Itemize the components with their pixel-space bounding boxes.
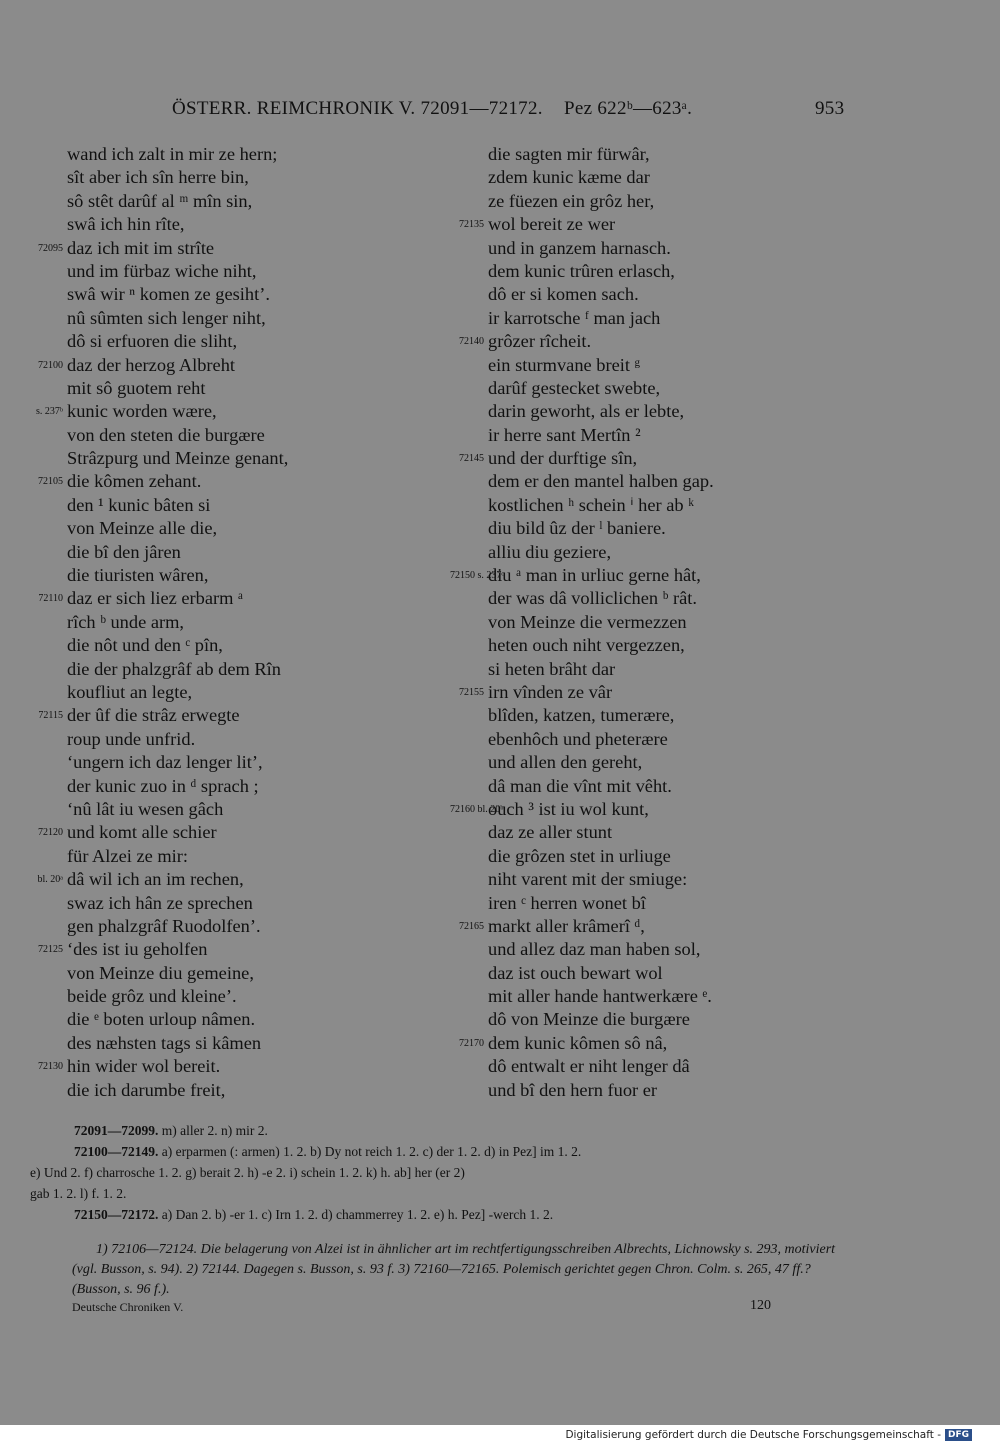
verse-line <box>488 307 714 330</box>
pez-reference: Pez 622ᵇ—623ᵃ. <box>564 98 693 119</box>
verse-line <box>67 283 288 306</box>
verse-line <box>67 634 288 657</box>
line-number: 72170 <box>459 1037 484 1049</box>
verse-line <box>67 166 288 189</box>
line-number: 72110 <box>38 593 63 605</box>
verse-text: zdem kunic kæme dar <box>488 167 650 188</box>
verse-line <box>67 424 288 447</box>
verse-text: ir karrotsche ᶠ man jach <box>488 307 661 328</box>
verse-line <box>488 985 714 1008</box>
verse-text: gen phalzgrâf Ruodolfen’. <box>67 915 261 936</box>
verse-line <box>67 377 288 400</box>
verse-line <box>67 517 288 540</box>
verse-line <box>36 400 288 423</box>
verse-line <box>488 470 714 493</box>
verse-line <box>488 283 714 306</box>
verse-text: ze füezen ein grôz her, <box>488 190 655 211</box>
verse-line <box>67 892 288 915</box>
line-number: 72135 <box>459 219 484 231</box>
verse-text: und bî den hern fuor er <box>488 1079 658 1100</box>
verse-line <box>38 821 288 844</box>
verse-line <box>67 775 288 798</box>
verse-text: dô von Meinze die burgære <box>488 1009 690 1030</box>
verse-text: und komt alle schier <box>67 822 217 843</box>
verse-text: von den steten die burgære <box>67 424 265 445</box>
variant-text: e) Und 2. f) charrosche 1. 2. g) berait 2. h) -e 2. i) schein 1. 2. k) h. ab] her (er 2) <box>30 1165 465 1180</box>
variant-text: gab 1. 2. l) f. 1. 2. <box>30 1186 127 1201</box>
verse-text: daz ist ouch bewart wol <box>488 962 663 983</box>
verse-line <box>488 728 714 751</box>
verse-line <box>67 751 288 774</box>
verse-line <box>488 892 714 915</box>
series-title: Deutsche Chroniken V. <box>72 1300 184 1314</box>
verse-line <box>488 821 714 844</box>
verse-text: ‘nû lât iu wesen gâch <box>67 798 224 819</box>
verse-line <box>488 962 714 985</box>
dfg-logo: DFG <box>945 1429 972 1441</box>
verse-text: dem kunic trûren erlasch, <box>488 260 675 281</box>
verse-text: irn vînden ze vâr <box>488 681 613 702</box>
variant-readings <box>30 1120 850 1225</box>
verse-line <box>67 307 288 330</box>
verse-text: markt aller krâmerî ᵈ, <box>488 915 645 936</box>
verse-text: der kunic zuo in ᵈ sprach ; <box>67 775 259 796</box>
verse-line <box>488 260 714 283</box>
variant-ref: 72150—72172. <box>74 1207 159 1222</box>
funding-credit <box>565 1429 972 1441</box>
verse-text: darûf gestecket swebte, <box>488 377 661 398</box>
verse-text: ouch ³ ist iu wol kunt, <box>488 798 649 819</box>
line-number: s. 237ᵇ <box>36 406 63 418</box>
verse-line <box>67 447 288 470</box>
verse-line <box>488 1079 714 1102</box>
verse-line <box>450 798 714 821</box>
line-number: 72125 <box>38 944 63 956</box>
signature-mark: 120 <box>750 1298 771 1313</box>
verse-line <box>67 845 288 868</box>
page-number: 953 <box>815 98 845 119</box>
verse-text: hin wider wol bereit. <box>67 1056 221 1077</box>
verse-line <box>459 330 714 353</box>
verse-text: dô entwalt er niht lenger dâ <box>488 1056 690 1077</box>
verse-text: blîden, katzen, tumerære, <box>488 705 675 726</box>
verse-line <box>488 611 714 634</box>
verse-text: Strâzpurg und Meinze genant, <box>67 448 289 469</box>
verse-line <box>488 143 714 166</box>
verse-text: mit sô guotem reht <box>67 377 206 398</box>
variant-text: a) Dan 2. b) -er 1. c) Irn 1. 2. d) chammerrey 1. 2. e) h. Pez] -werch 1. 2. <box>161 1207 554 1222</box>
verse-line <box>67 1008 288 1031</box>
verse-line <box>67 611 288 634</box>
verse-text: ein sturmvane breit ᵍ <box>488 354 641 375</box>
verse-line <box>38 587 288 610</box>
verse-line <box>67 658 288 681</box>
verse-column-right <box>450 143 714 1102</box>
verse-line <box>67 798 288 821</box>
verse-line <box>67 1079 288 1102</box>
verse-line <box>488 704 714 727</box>
verse-line <box>67 494 288 517</box>
verse-line <box>38 237 288 260</box>
verse-line <box>38 1055 288 1078</box>
verse-text: ir herre sant Mertîn ² <box>488 424 641 445</box>
verse-line <box>67 330 288 353</box>
verse-line <box>38 704 288 727</box>
verse-line <box>488 587 714 610</box>
verse-text: die sagten mir fürwâr, <box>488 144 650 164</box>
verse-text: sô stêt darûf al ᵐ mîn sin, <box>67 190 253 211</box>
verse-line <box>38 470 288 493</box>
line-number: 72105 <box>38 476 63 488</box>
verse-line <box>67 190 288 213</box>
verse-text: und allez daz man haben sol, <box>488 939 701 960</box>
verse-text: swâ ich hin rîte, <box>67 214 185 235</box>
verse-line <box>37 868 288 891</box>
verse-text: ebenhôch und pheterære <box>488 728 668 749</box>
verse-text: dô si erfuoren die sliht, <box>67 331 238 352</box>
verse-text: kunic worden wære, <box>67 401 217 422</box>
verse-line <box>488 541 714 564</box>
verse-text: dem kunic kômen sô nâ, <box>488 1032 668 1053</box>
footnote-text: 1) 72106—72124. Die belagerung von Alzei ist in ähnlicher art im rechtfertigungsschreiben Albrechts, Lichnowsky s. 293, motiviert (vgl. Busson, s. 94). 2) 72144. Dagegen s. Busson, s. 93 f. 3) 72160—72165. Polemisch gerichtet gegen Chron. Colm. s. 265, 47 ff.? (Busson, s. 96 f.). <box>72 1242 836 1297</box>
verse-line <box>488 190 714 213</box>
line-number: 72120 <box>38 827 63 839</box>
verse-text: und der durftige sîn, <box>488 448 638 469</box>
verse-line <box>488 868 714 891</box>
verse-text: ‘des ist iu geholfen <box>67 939 208 960</box>
verse-line <box>488 1055 714 1078</box>
verse-line <box>488 166 714 189</box>
verse-line <box>488 845 714 868</box>
verse-text: der was dâ volliclichen ᵇ rât. <box>488 588 697 609</box>
verse-line <box>488 494 714 517</box>
verse-text: die grôzen stet in urliuge <box>488 845 671 866</box>
verse-line <box>488 1008 714 1031</box>
verse-text: swâ wir ⁿ komen ze gesiht’. <box>67 284 270 305</box>
verse-line <box>488 938 714 961</box>
line-number: 72100 <box>38 359 63 371</box>
verse-text: daz ze aller stunt <box>488 822 613 843</box>
verse-text: von Meinze alle die, <box>67 518 218 539</box>
line-number: 72130 <box>38 1061 63 1073</box>
verse-text: grôzer rîcheit. <box>488 331 592 352</box>
verse-text: wand ich zalt in mir ze hern; <box>67 144 278 164</box>
verse-line <box>38 354 288 377</box>
verse-text: dâ wil ich an im rechen, <box>67 869 244 890</box>
line-number: 72165 <box>459 920 484 932</box>
verse-text: daz er sich liez erbarm ᵃ <box>67 588 244 609</box>
variant-text: a) erparmen (: armen) 1. 2. b) Dy not reich 1. 2. c) der 1. 2. d) in Pez] im 1. 2. <box>161 1144 582 1159</box>
verse-line <box>488 377 714 400</box>
verse-text: die tiuristen wâren, <box>67 565 209 586</box>
verse-text: ‘ungern ich daz lenger lit’, <box>67 752 263 773</box>
running-title: ÖSTERR. REIMCHRONIK V. 72091—72172. <box>172 98 543 119</box>
verse-line <box>67 564 288 587</box>
verse-line <box>488 751 714 774</box>
verse-text: des næhsten tags si kâmen <box>67 1032 262 1053</box>
verse-text: alliu diu geziere, <box>488 541 612 562</box>
verse-line <box>450 564 714 587</box>
verse-text: daz ich mit im strîte <box>67 237 215 258</box>
verse-line <box>459 915 714 938</box>
verse-line <box>38 938 288 961</box>
verse-text: mit aller hande hantwerkære ᵉ. <box>488 986 712 1007</box>
verse-text: swaz ich hân ze sprechen <box>67 892 253 913</box>
verse-text: von Meinze diu gemeine, <box>67 962 254 983</box>
verse-text: die der phalzgrâf ab dem Rîn <box>67 658 281 679</box>
verse-text: si heten brâht dar <box>488 658 616 679</box>
verse-text: und in ganzem harnasch. <box>488 237 671 258</box>
verse-text: rîch ᵇ unde arm, <box>67 611 185 632</box>
verse-line <box>459 681 714 704</box>
verse-text: dô er si komen sach. <box>488 284 639 305</box>
verse-line <box>67 962 288 985</box>
verse-text: niht varent mit der smiuge: <box>488 869 688 890</box>
verse-text: die ich darumbe freit, <box>67 1079 226 1100</box>
variant-ref: 72100—72149. <box>74 1144 159 1159</box>
verse-text: dem er den mantel halben gap. <box>488 471 714 492</box>
verse-text: daz der herzog Albreht <box>67 354 235 375</box>
credit-text: Digitalisierung gefördert durch die Deutsche Forschungsgemeinschaft - <box>565 1429 941 1441</box>
verse-text: heten ouch niht vergezzen, <box>488 635 685 656</box>
verse-text: koufliut an legte, <box>67 681 193 702</box>
verse-line <box>488 517 714 540</box>
verse-text: und im fürbaz wiche niht, <box>67 260 257 281</box>
verse-line <box>488 237 714 260</box>
verse-line <box>488 400 714 423</box>
verse-text: wol bereit ze wer <box>488 214 616 235</box>
line-number: 72160 bl. 20ᵇ <box>450 803 504 815</box>
line-number: 72140 <box>459 336 484 348</box>
line-number: bl. 20ᵃ <box>37 874 63 886</box>
line-number: 72150 s. 237ᶜ <box>450 570 504 582</box>
verse-line <box>459 447 714 470</box>
verse-line <box>488 658 714 681</box>
verse-text: den ¹ kunic bâten si <box>67 494 211 515</box>
verse-text: von Meinze die vermezzen <box>488 611 687 632</box>
verse-text: die kômen zehant. <box>67 471 202 492</box>
footnotes <box>72 1240 852 1300</box>
verse-line <box>67 1032 288 1055</box>
variant-ref: 72091—72099. <box>74 1123 159 1138</box>
verse-line <box>459 1032 714 1055</box>
verse-line <box>488 634 714 657</box>
verse-line <box>67 728 288 751</box>
verse-text: die bî den jâren <box>67 541 181 562</box>
line-number: 72115 <box>38 710 63 722</box>
line-number: 72145 <box>459 453 484 465</box>
verse-column-left <box>36 143 289 1102</box>
variant-text: m) aller 2. n) mir 2. <box>161 1123 268 1138</box>
verse-text: die nôt und den ᶜ pîn, <box>67 635 223 656</box>
verse-line <box>67 681 288 704</box>
verse-line <box>67 143 288 166</box>
verse-text: nû sûmten sich lenger niht, <box>67 307 266 328</box>
verse-text: kostlichen ʰ schein ⁱ her ab ᵏ <box>488 494 694 515</box>
verse-line <box>67 915 288 938</box>
verse-line <box>67 213 288 236</box>
verse-line <box>67 260 288 283</box>
verse-text: die ᵉ boten urloup nâmen. <box>67 1009 256 1030</box>
verse-text: iren ᶜ herren wonet bî <box>488 892 646 913</box>
verse-line <box>67 541 288 564</box>
verse-text: darin geworht, als er lebte, <box>488 401 685 422</box>
verse-text: der ûf die strâz erwegte <box>67 705 240 726</box>
verse-text: sît aber ich sîn herre bin, <box>67 167 249 188</box>
line-number: 72155 <box>459 686 484 698</box>
verse-line <box>488 424 714 447</box>
verse-text: diu ᵃ man in urliuc gerne hât, <box>488 565 701 586</box>
verse-line <box>488 775 714 798</box>
verse-line <box>459 213 714 236</box>
verse-line <box>488 354 714 377</box>
line-number: 72095 <box>38 242 63 254</box>
verse-text: für Alzei ze mir: <box>67 845 189 866</box>
verse-text: und allen den gereht, <box>488 752 643 773</box>
verse-text: beide grôz und kleine’. <box>67 986 237 1007</box>
verse-text: diu bild ûz der ˡ baniere. <box>488 518 666 539</box>
verse-line <box>67 985 288 1008</box>
verse-text: dâ man die vînt mit vêht. <box>488 775 672 796</box>
verse-text: roup unde unfrid. <box>67 728 196 749</box>
